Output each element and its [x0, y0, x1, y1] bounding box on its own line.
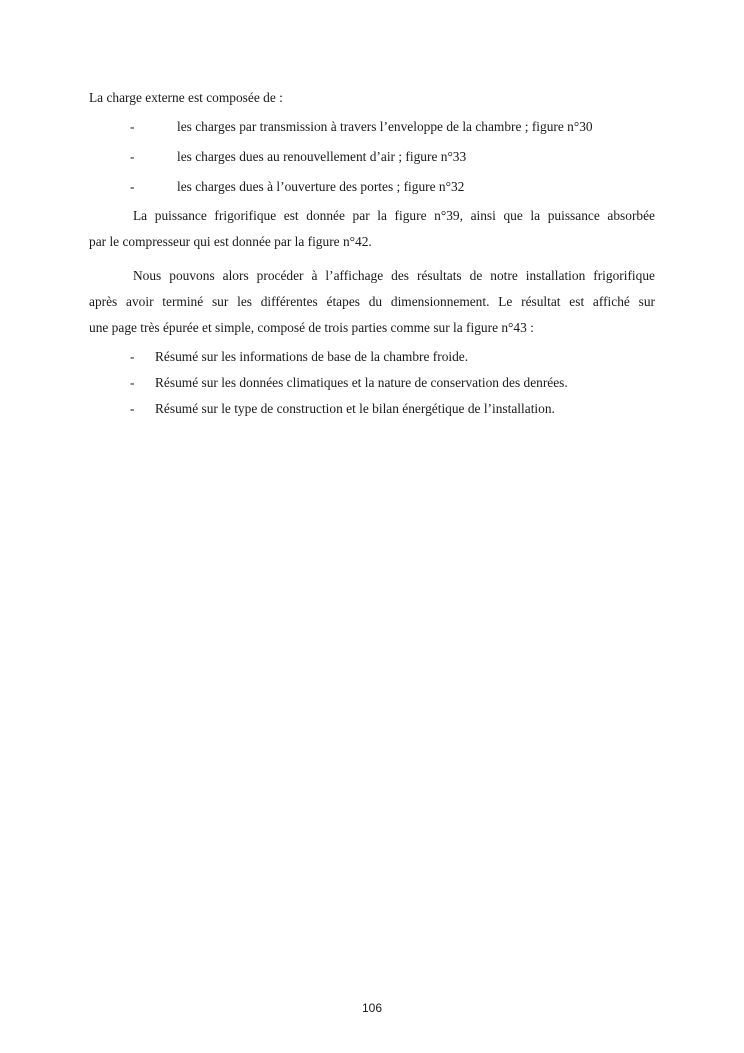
paragraph-cooling-power: [89, 203, 655, 255]
summary-list: [89, 347, 655, 419]
paragraph-results-display: [89, 263, 655, 341]
list-item-text: Résumé sur les données climatiques et la nature de conservation des denrées.: [155, 375, 568, 390]
list-item: [89, 117, 655, 137]
list-item-text: les charges par transmission à travers l’enveloppe de la chambre ; figure n°30: [177, 119, 593, 134]
list-item: [89, 177, 655, 197]
list-item-text: les charges dues à l’ouverture des portes ; figure n°32: [177, 179, 465, 194]
list-item-text: Résumé sur le type de construction et le bilan énergétique de l’installation.: [155, 401, 555, 416]
paragraph-line: une page très épurée et simple, composé de trois parties comme sur la figure n°43 :: [89, 320, 534, 335]
list-item: [89, 147, 655, 167]
list-dash: -: [130, 375, 135, 390]
list-item: [89, 347, 655, 367]
paragraph-line: par le compresseur qui est donnée par la figure n°42.: [89, 234, 372, 249]
list-item-text: Résumé sur les informations de base de la chambre froide.: [155, 349, 469, 364]
paragraph-line: après avoir terminé sur les différentes étapes du dimensionnement. Le résultat est affiché sur: [89, 294, 655, 309]
list-dash: -: [130, 119, 135, 134]
list-dash: -: [130, 179, 135, 194]
paragraph-line: Nous pouvons alors procéder à l’affichage des résultats de notre installation frigorifique: [133, 268, 655, 283]
list-item: [89, 399, 655, 419]
list-dash: -: [130, 149, 135, 164]
list-item: [89, 373, 655, 393]
intro-text: La charge externe est composée de :: [89, 90, 283, 105]
page-number: 106: [361, 1001, 383, 1015]
external-loads-list: [89, 117, 655, 197]
paragraph-line: La puissance frigorifique est donnée par la figure n°39, ainsi que la puissance absorbée: [133, 208, 655, 223]
list-dash: -: [130, 349, 135, 364]
page-body: [89, 88, 655, 425]
list-item-text: les charges dues au renouvellement d’air ; figure n°33: [177, 149, 467, 164]
list-dash: -: [130, 401, 135, 416]
